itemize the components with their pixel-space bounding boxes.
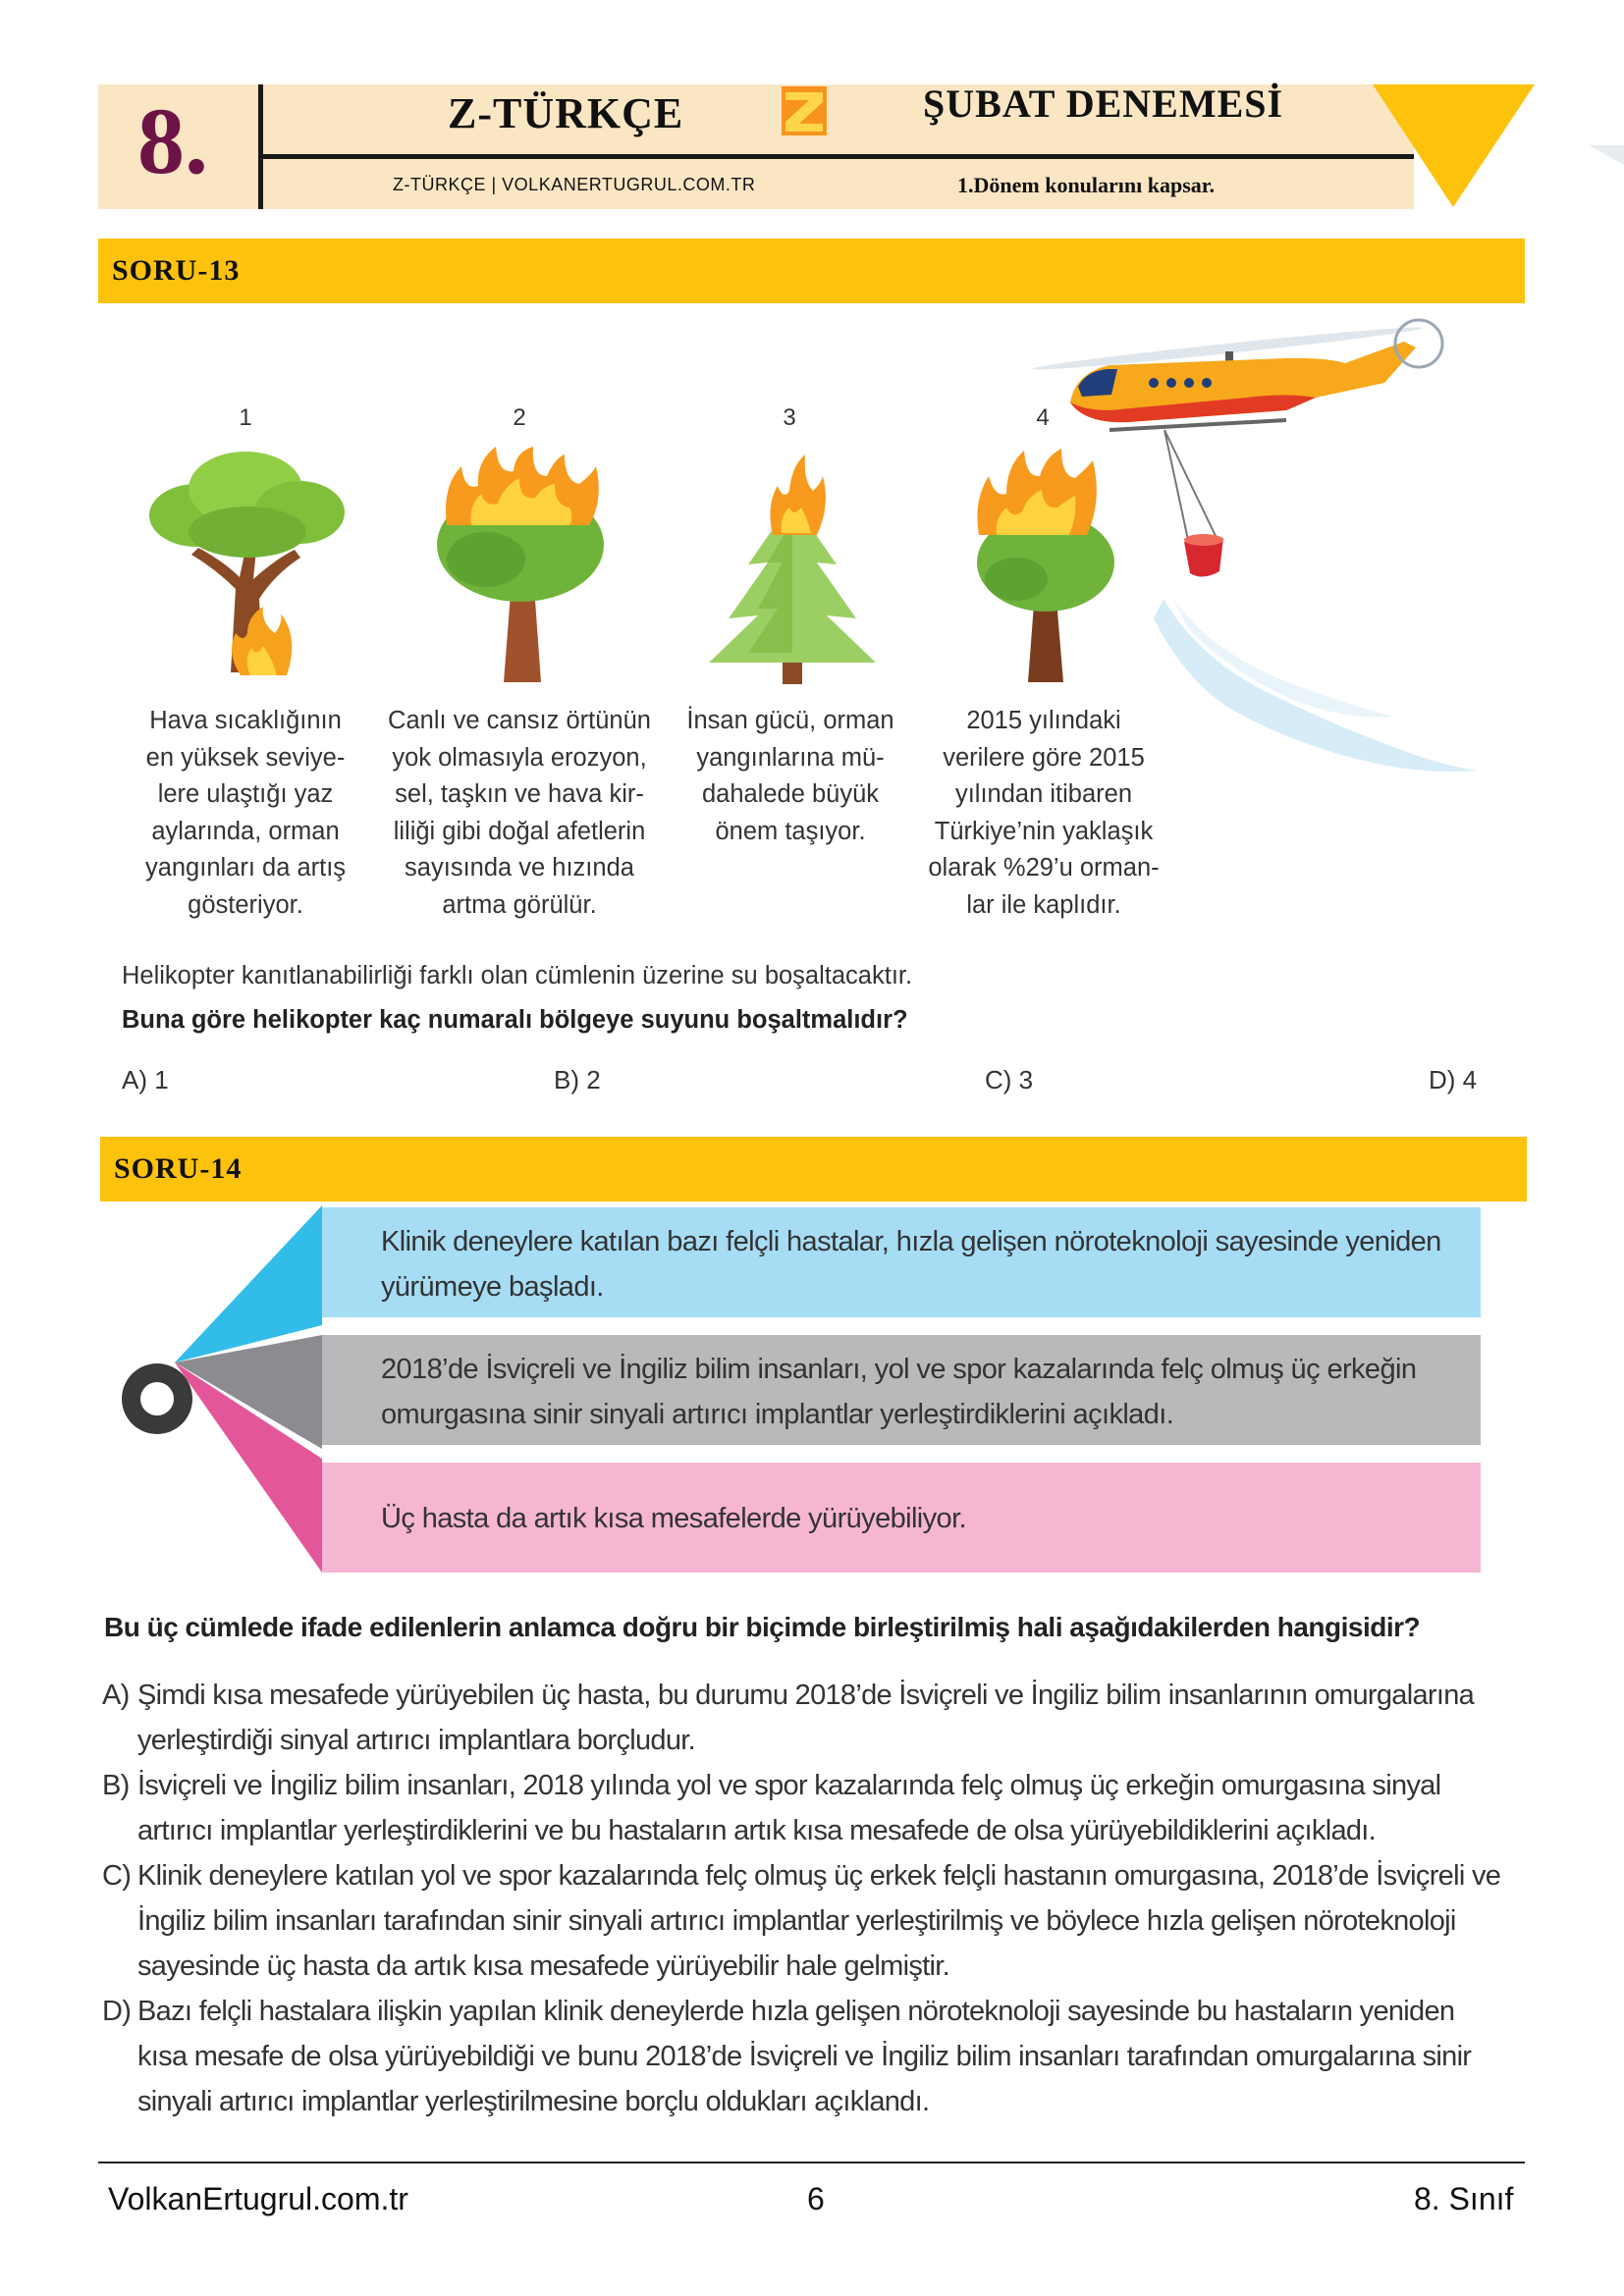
q13-option-c[interactable]: C) 3 — [985, 1065, 1034, 1095]
tree-1-text: Hava sıcaklığının en yüksek seviye- lere ulaştığı yaz aylarında, orman yangınları da artış gösteriyor. — [144, 707, 347, 919]
tree-4-text: 2015 yılındaki verilere göre 2015 yılından itibaren Türkiye’nin yaklaşık olarak %29’u orman- lar ile kaplıdır. — [928, 707, 1160, 919]
page-header — [98, 81, 1414, 209]
question-14-bar — [100, 1137, 1527, 1201]
tree-1-base-fire-icon — [137, 442, 353, 677]
header-divider-vertical — [258, 84, 263, 209]
sentence-1-text: Klinik deneylere katılan bazı felçli hastalar, hızla gelişen nöroteknoloji sayesinde yeniden yürümeye başladı. — [381, 1226, 1441, 1303]
tree-number-4: 4 — [1036, 404, 1050, 431]
ribbon-connector-graphic — [116, 1205, 332, 1573]
page-number: 6 — [807, 2181, 825, 2216]
sentence-3-text: Üç hasta da artık kısa mesafelerde yürüyebiliyor. — [381, 1503, 966, 1534]
q14-option-c[interactable]: C) Klinik deneylere katılan yol ve spor kazalarında felç olmuş üç erkek felçli hastanın omurgasına, 2018’de İsviçreli ve İngiliz bilim insanları tarafından sinir sinyali artırıcı implantlar yerleştirilmiş ve böylece hızla gelişen nöroteknoloji sayesinde üç hasta da artık kısa mesafede yürüyebilir hale gelmiştir. — [102, 1853, 1516, 1989]
grade-number: 8. — [137, 88, 208, 193]
sentence-band-3 — [322, 1463, 1481, 1573]
q14-option-d-letter: D) — [102, 1996, 132, 2027]
footer-grade: 8. Sınıf — [1414, 2181, 1514, 2216]
subject-title: Z-TÜRKÇE — [448, 89, 684, 137]
q13-option-b[interactable]: B) 2 — [554, 1065, 601, 1095]
sentence-band-1 — [322, 1207, 1481, 1317]
question-13-label: SORU-13 — [112, 254, 241, 287]
q14-option-c-letter: C) — [102, 1860, 132, 1892]
corner-triangle-decoration — [1585, 145, 1624, 165]
header-triangle-decoration — [1373, 84, 1535, 207]
q14-option-b[interactable]: B) İsviçreli ve İngiliz bilim insanları, 2018 yılında yol ve spor kazalarında felç olmuş üç erkeğin omurgasına sinyal artırıcı implantlar yerleştirdiklerini ve bu hastaların artık kısa mesafede de olsa yürüyebildiklerini açıkladı. — [102, 1763, 1516, 1853]
tree-2-burning-crown-icon — [417, 447, 623, 687]
q14-option-a[interactable]: A) Şimdi kısa mesafede yürüyebilen üç hasta, bu durumu 2018’de İsviçreli ve İngiliz bilim insanlarının omurgalarına yerleştirdiği sinyal artırıcı implantlara borçludur. — [102, 1673, 1516, 1763]
header-divider-horizontal — [263, 154, 1414, 159]
tree-2-text: Canlı ve cansız örtünün yok olmasıyla erozyon, sel, taşkın ve hava kir- liliği gibi doğal afetlerin sayısında ve hızında artma görülür. — [388, 707, 651, 919]
question-14-label: SORU-14 — [114, 1152, 243, 1185]
question-13-prompt: Buna göre helikopter kaç numaralı bölgeye suyunu boşaltmalıdır? — [122, 1006, 908, 1034]
exam-title: ŞUBAT DENEMESİ — [923, 81, 1284, 126]
question-13-stem: Helikopter kanıtlanabilirliği farklı olan cümlenin üzerine su boşaltacaktır. — [122, 962, 913, 989]
q13-option-a[interactable]: A) 1 — [122, 1065, 169, 1095]
sentence-2-text: 2018’de İsviçreli ve İngiliz bilim insanları, yol ve spor kazalarında felç olmuş üç erkeğin omurgasına sinir sinyali artırıcı implantlar yerleştirdiklerini açıkladı. — [381, 1354, 1417, 1430]
question-13-bar — [98, 239, 1525, 303]
tree-3-text: İnsan gücü, orman yangınlarına mü- dahalede büyük önem taşıyor. — [686, 707, 894, 845]
tree-number-2: 2 — [513, 404, 526, 431]
q14-option-a-letter: A) — [102, 1680, 130, 1711]
footer-divider — [98, 2162, 1525, 2163]
header-site-line: Z-TÜRKÇE | VOLKANERTUGRUL.COM.TR — [393, 175, 756, 194]
z-turkce-logo-icon — [782, 86, 827, 135]
question-14-prompt: Bu üç cümlede ifade edilenlerin anlamca doğru bir biçimde birleştirilmiş hali aşağıdakilerden hangisidir? — [104, 1612, 1421, 1642]
tree-number-1: 1 — [239, 404, 252, 431]
q14-option-d[interactable]: D) Bazı felçli hastalara ilişkin yapılan klinik deneylerde hızla gelişen nöroteknoloji sayesinde bu hastaların yeniden kısa mesafe de olsa yürüyebildiği ve bunu 2018’de İsviçreli ve İngiliz bilim insanları tarafından omurgalarına sinir sinyali artırıcı implantlar yerleştirilmesine borçlu oldukları açıklandı. — [102, 1989, 1516, 2124]
tree-3-burning-pine-icon — [699, 447, 886, 687]
q14-option-b-letter: B) — [102, 1770, 130, 1801]
footer-site: VolkanErtugrul.com.tr — [108, 2181, 408, 2216]
q13-option-d[interactable]: D) 4 — [1429, 1065, 1478, 1095]
tree-number-3: 3 — [783, 404, 796, 431]
sentence-band-2 — [322, 1335, 1481, 1445]
header-scope: 1.Dönem konularını kapsar. — [957, 173, 1216, 197]
